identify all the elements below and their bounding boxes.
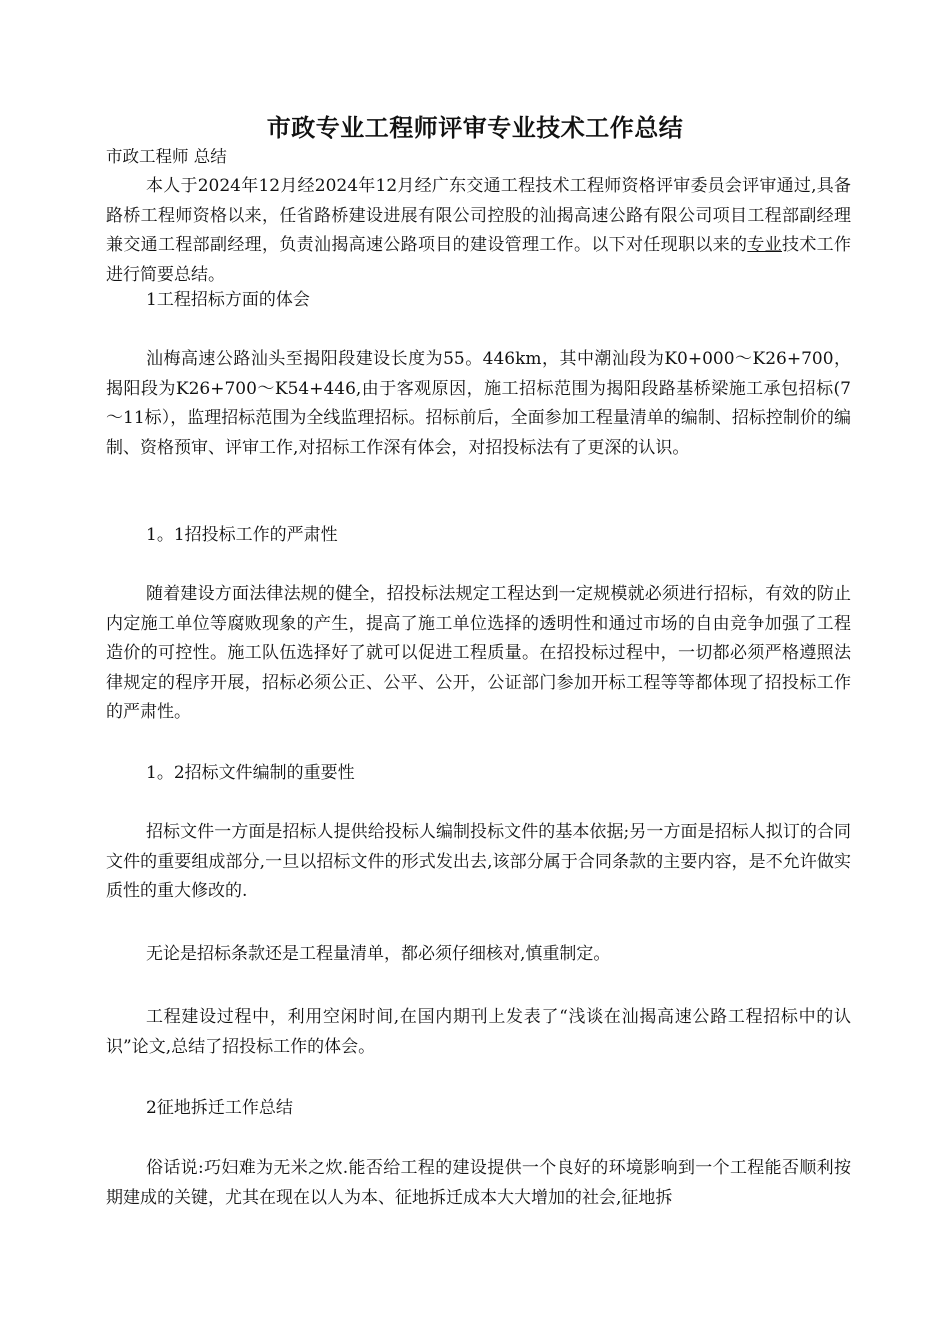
section-heading-1-2: 1。2招标文件编制的重要性 bbox=[146, 763, 355, 783]
section-heading-1-1: 1。1招投标工作的严肃性 bbox=[146, 525, 338, 545]
section-heading-2: 2征地拆迁工作总结 bbox=[146, 1098, 293, 1118]
intro-underlined-text: 专业 bbox=[747, 235, 783, 255]
document-subtitle: 市政工程师 总结 bbox=[106, 147, 227, 166]
intro-text: 本人于2024年12月经2024年12月经广东交通工程技术工程师资格评审委员会评审通过,具备路桥工程师资格以来，任省路桥建设进展有限公司控股的汕揭高速公路有限公司项目工程部副经理兼交通工程部副经理，负责汕揭高速公路项目的建设管理工作。以下对任现职以来的 bbox=[106, 176, 851, 255]
section-2-paragraph: 俗话说:巧妇难为无米之炊.能否给工程的建设提供一个良好的环境影响到一个工程能否顺利按期建成的关键，尤其在现在以人为本、征地拆迁成本大大增加的社会,征地拆 bbox=[106, 1158, 851, 1208]
section-1-2-paragraph-b: 无论是招标条款还是工程量清单，都必须仔细核对,慎重制定。 bbox=[146, 944, 611, 964]
section-1-paragraph: 汕梅高速公路汕头至揭阳段建设长度为55。446km，其中潮汕段为K0+000～K26+700，揭阳段为K26+700～K54+446,由于客观原因，施工招标范围为揭阳段路基桥梁施工承包招标(7～11标），监理招标范围为全线监理招标。招标前后，全面参加工程量清单的编制、招标控制价的编制、资格预审、评审工作,对招标工作深有体会，对招投标法有了更深的认识。 bbox=[106, 349, 851, 458]
intro-text-end: 技术工作进行简要总结。 bbox=[106, 235, 852, 285]
document-title: 市政专业工程师评审专业技术工作总结 bbox=[266, 114, 684, 142]
section-1-2-paragraph-a: 招标文件一方面是招标人提供给投标人编制投标文件的基本依据;另一方面是招标人拟订的合同文件的重要组成部分,一旦以招标文件的形式发出去,该部分属于合同条款的主要内容，是不允许做实质性的重大修改的. bbox=[106, 822, 851, 901]
section-1-1-paragraph: 随着建设方面法律法规的健全，招投标法规定工程达到一定规模就必须进行招标，有效的防止内定施工单位等腐败现象的产生，提高了施工单位选择的透明性和通过市场的自由竞争加强了工程造价的可控性。施工队伍选择好了就可以促进工程质量。在招投标过程中，一切都必须严格遵照法律规定的程序开展，招标必须公正、公平、公开，公证部门参加开标工程等等都体现了招投标工作的严肃性。 bbox=[106, 584, 851, 722]
intro-paragraph bbox=[106, 172, 851, 290]
section-1-2-paragraph-c: 工程建设过程中，利用空闲时间,在国内期刊上发表了“浅谈在汕揭高速公路工程招标中的认识”论文,总结了招投标工作的体会。 bbox=[106, 1007, 851, 1057]
section-heading-1: 1工程招标方面的体会 bbox=[146, 290, 310, 310]
